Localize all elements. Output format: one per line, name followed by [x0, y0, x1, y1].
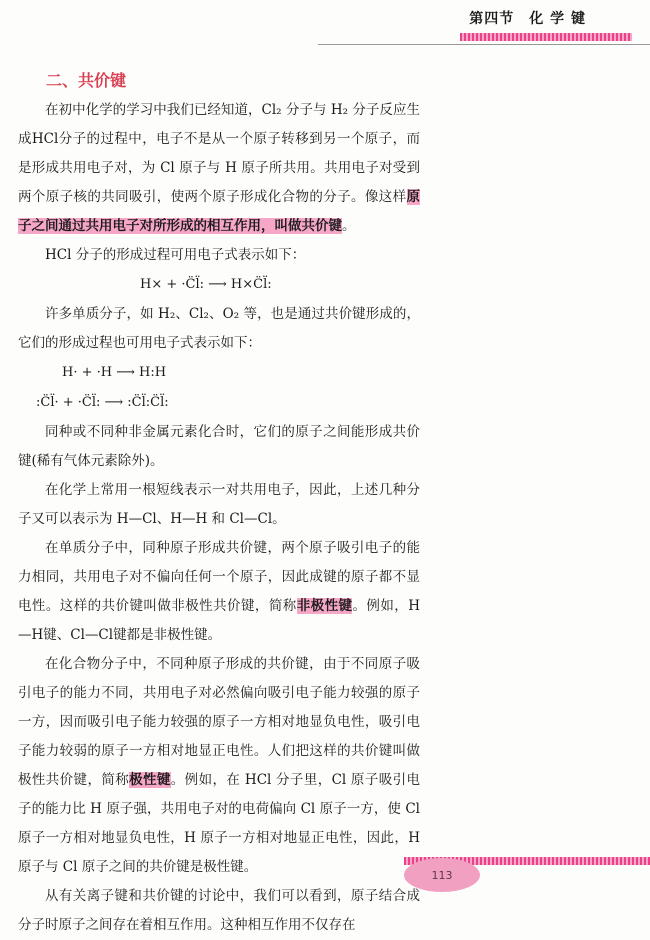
paragraph-6	[18, 534, 420, 650]
equation-h2: H· + ·H ⟶ H:H	[62, 365, 167, 380]
paragraph-4: 同种或不同种非金属元素化合时，它们的原子之间能形成共价键(稀有气体元素除外)。	[18, 424, 420, 469]
page-number-badge	[404, 858, 480, 892]
paragraph-8: 从有关离子键和共价键的讨论中，我们可以看到，原子结合成分子时原子之间存在着相互作用。这种相互作用不仅存在	[18, 888, 420, 933]
paragraph-6-end: 。例如，H—H键、Cl—Cl键都是非极性键。	[18, 598, 421, 643]
header-decorative-bar	[460, 33, 632, 41]
polar-bond-highlight: 极性键	[129, 772, 171, 788]
paragraph-1-end: 。	[342, 218, 356, 234]
paragraph-1	[18, 96, 420, 241]
nonpolar-bond-highlight: 非极性键	[296, 598, 353, 614]
covalent-bond-definition-highlight: 原子之间通过共用电子对所形成的相互作用，叫做共价键	[18, 189, 420, 234]
page-body	[18, 96, 420, 940]
paragraph-6-text: 在单质分子中，同种原子形成共价键，两个原子吸引电子的能力相同，共用电子对不偏向任何一个原子，因此成键的原子都不显电性。这样的共价键叫做非极性共价键，简称	[18, 540, 420, 614]
page-number: 113	[431, 868, 453, 882]
paragraph-1-text: 在初中化学的学习中我们已经知道，Cl₂ 分子与 H₂ 分子反应生成HCl分子的过程中，电子不是从一个原子转移到另一个原子，而是形成共用电子对，为 Cl 原子与 H 原子所共用。共用电子对受到两个原子核的共同吸引，使两个原子形成化合物的分子。像这样	[18, 102, 420, 205]
paragraph-7-text: 在化合物分子中，不同种原子形成的共价键，由于不同原子吸引电子的能力不同，共用电子对必然偏向吸引电子能力较强的原子一方，因而吸引电子能力较强的原子一方相对地显负电性，吸引电子能力较弱的原子一方相对地显正电性。人们把这样的共价键叫做极性共价键，简称	[18, 656, 420, 788]
paragraph-7-end: 。例如，在 HCl 分子里，Cl 原子吸引电子的能力比 H 原子强，共用电子对的电荷偏向 Cl 原子一方，使 Cl 原子一方相对地显负电性，H 原子一方相对地显正电性，因此，H 原子与 Cl 原子之间的共价键是极性键。	[18, 772, 420, 875]
paragraph-2: HCl 分子的形成过程可用电子式表示如下：	[45, 247, 306, 263]
equation-hcl: H× + ·C̈l̈: ⟶ H×C̈l̈:	[140, 277, 272, 292]
paragraph-7	[18, 650, 420, 882]
chapter-header-title: 第四节 化 学 键	[469, 11, 586, 27]
header-rule	[318, 44, 650, 45]
section-heading: 二、共价键	[46, 71, 127, 90]
paragraph-5: 在化学上常用一根短线表示一对共用电子，因此，上述几种分子又可以表示为 H—Cl、H—H 和 Cl—Cl。	[18, 482, 420, 527]
equation-cl2: :C̈l̈· + ·C̈l̈: ⟶ :C̈l̈:C̈l̈:	[36, 395, 169, 410]
paragraph-3: 许多单质分子，如 H₂、Cl₂、O₂ 等，也是通过共价键形成的，它们的形成过程也可用电子式表示如下：	[18, 306, 420, 351]
